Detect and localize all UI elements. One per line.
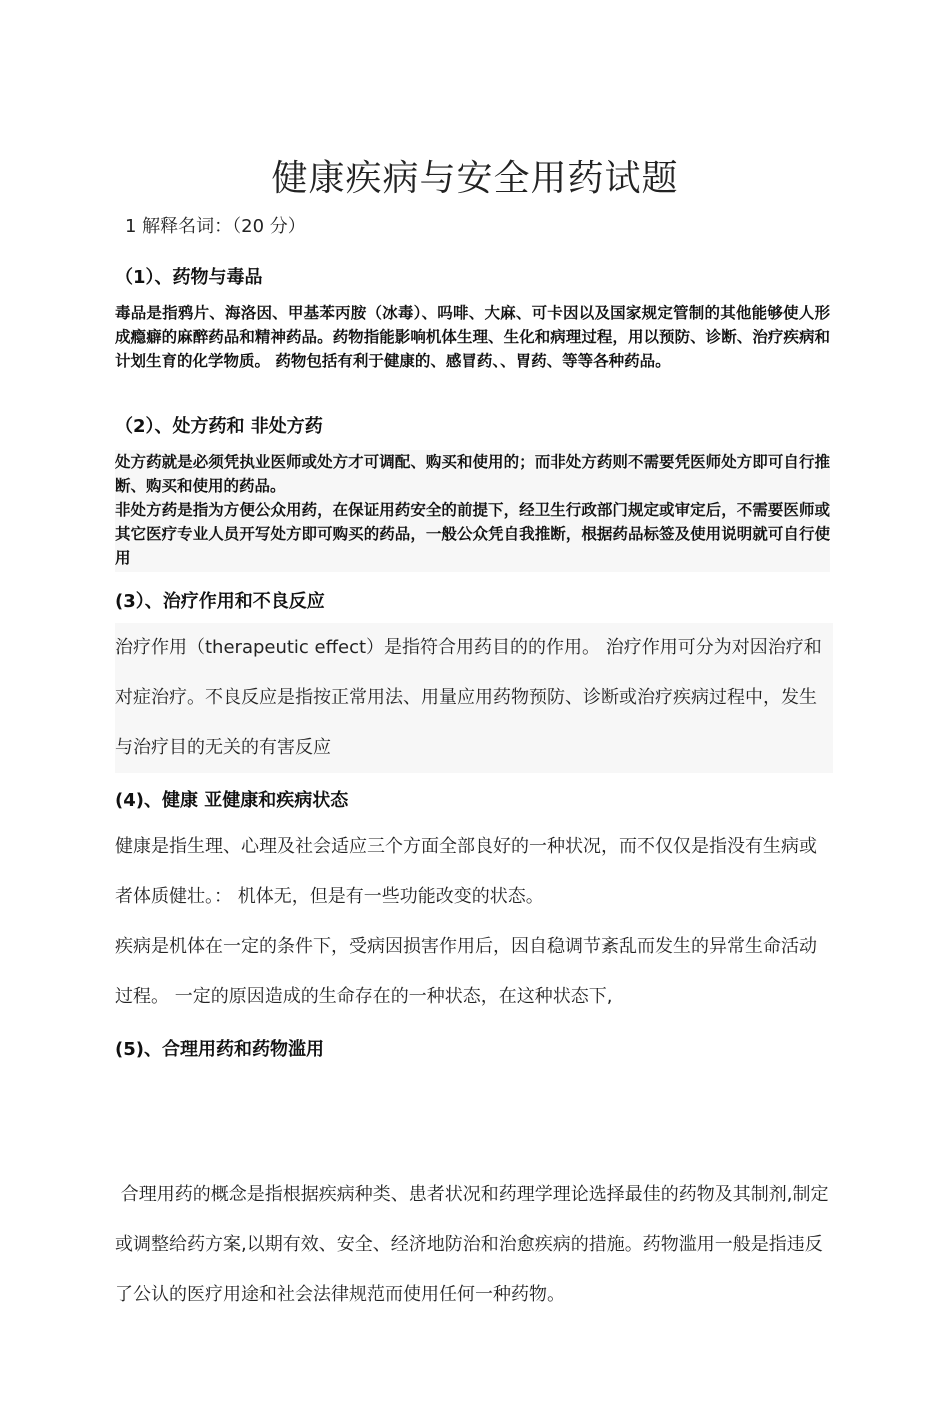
section-body-3 <box>115 623 833 773</box>
section-heading-4: (4)、健康 亚健康和疾病状态 <box>115 790 349 811</box>
section-body-2 <box>115 450 830 572</box>
section-body-4 <box>115 822 833 1022</box>
section-body-5 <box>115 1070 833 1420</box>
section-heading-2: （2）、处方药和 非处方药 <box>115 416 323 437</box>
section-heading-1: （1）、药物与毒品 <box>115 267 263 288</box>
section-intro: 1 解释名词：（20 分） <box>125 216 306 237</box>
paragraph: 处方药就是必须凭执业医师或处方才可调配、购买和使用的；而非处方药则不需要凭医师处方即可自行推断、购买和使用的药品。 <box>115 453 830 495</box>
paragraph: 健康是指生理、心理及社会适应三个方面全部良好的一种状况，而不仅仅是指没有生病或者体质健壮。： 机体无，但是有一些功能改变的状态。 <box>115 836 817 907</box>
paragraph: 合理用药的概念是指根据疾病种类、患者状况和药理学理论选择最佳的药物及其制剂,制定或调整给药方案,以期有效、安全、经济地防治和治愈疾病的措施。药物滥用一般是指违反了公认的医疗用途和社会法律规范而使用任何一种药物。 <box>115 1184 829 1305</box>
section-heading-3: (3）、治疗作用和不良反应 <box>115 591 325 612</box>
page-title: 健康疾病与安全用药试题 <box>271 158 679 199</box>
paragraph: 毒品是指鸦片、海洛因、甲基苯丙胺（冰毒）、吗啡、大麻、可卡因以及国家规定管制的其他能够使人形成瘾癖的麻醉药品和精神药品。药物指能影响机体生理、生化和病理过程，用以预防、诊断、治疗疾病和计划生育的化学物质。 药物包括有利于健康的、感冒药、、胃药、等等各种药品。 <box>115 304 830 370</box>
paragraph: 非处方药是指为方便公众用药，在保证用药安全的前提下，经卫生行政部门规定或审定后，不需要医师或其它医疗专业人员开写处方即可购买的药品，一般公众凭自我推断，根据药品标签及使用说明就可自行使用 <box>115 501 830 567</box>
paragraph: 疾病是机体在一定的条件下，受病因损害作用后，因自稳调节紊乱而发生的异常生命活动过程。 一定的原因造成的生命存在的一种状态，在这种状态下, <box>115 936 817 1007</box>
section-heading-5: (5)、合理用药和药物滥用 <box>115 1039 324 1060</box>
section-body-1 <box>115 301 830 373</box>
paragraph: 治疗作用（therapeutic effect）是指符合用药目的的作用。 治疗作用可分为对因治疗和对症治疗。不良反应是指按正常用法、用量应用药物预防、诊断或治疗疾病过程中，发生与治疗目的无关的有害反应 <box>115 637 822 758</box>
